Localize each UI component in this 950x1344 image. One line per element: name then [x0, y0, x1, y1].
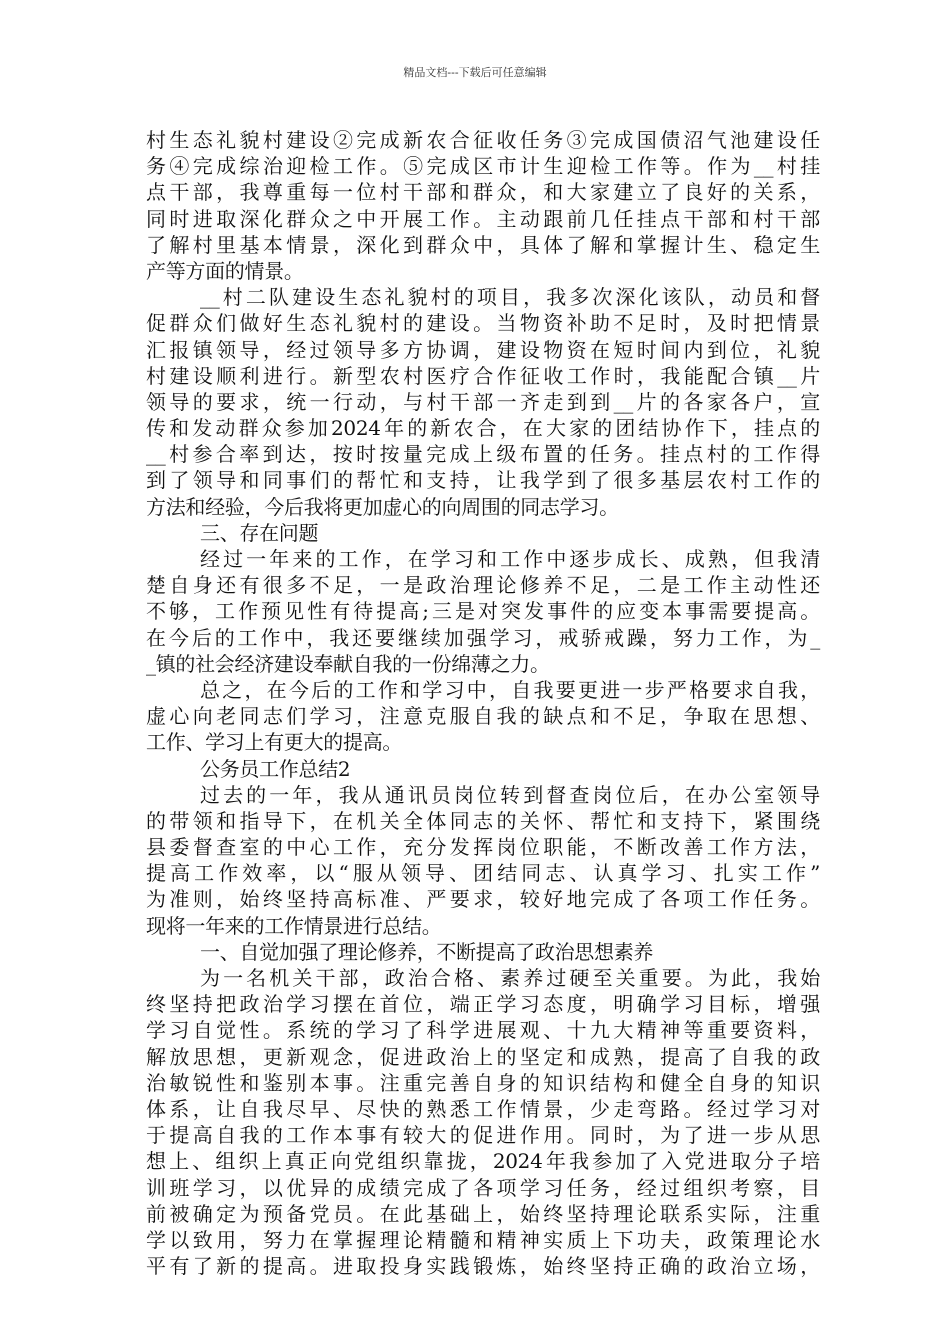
text-line: 工作、学习上有更大的提高。	[146, 730, 403, 755]
text-line: 村生态礼貌村建设②完成新农合征收任务③完成国债沼气池建设任	[146, 128, 820, 152]
text-line: 村建设顺利进行。新型农村医疗合作征收工作时，我能配合镇__片	[146, 363, 820, 388]
text-line: 终坚持把政治学习摆在首位，端正学习态度，明确学习目标，增强	[146, 992, 820, 1017]
text-line: __村参合率到达，按时按量完成上级布置的任务。挂点村的工作得	[146, 442, 820, 467]
text-line: 经过一年来的工作，在学习和工作中逐步成长、成熟，但我清	[200, 547, 820, 571]
text-line: 解放思想，更新观念，促进政治上的坚定和成熟，提高了自我的政	[146, 1044, 820, 1069]
text-line: 三、存在问题	[200, 520, 319, 545]
text-line: 方法和经验，今后我将更加虚心的向周围的同志学习。	[146, 494, 619, 519]
text-line: 县委督查室的中心工作，充分发挥岗位职能，不断改善工作方法，	[146, 835, 820, 860]
text-line: 了解村里基本情景，深化到群众中，具体了解和掌握计生、稳定生	[146, 232, 820, 257]
text-line: 学以致用，努力在掌握理论精髓和精神实质上下功夫，政策理论水	[146, 1227, 820, 1252]
text-line: 楚自身还有很多不足，一是政治理论修养不足，二是工作主动性还	[146, 573, 820, 598]
text-line: __村二队建设生态礼貌村的项目，我多次深化该队，动员和督	[200, 285, 820, 310]
text-line: 公务员工作总结2	[200, 756, 351, 781]
text-line: 领导的要求，统一行动，与村干部一齐走到到__片的各家各户，宣	[146, 389, 820, 414]
text-line: 到了领导和同事们的帮忙和支持，让我学到了很多基层农村工作的	[146, 468, 820, 493]
text-line: 一、自觉加强了理论修养，不断提高了政治思想素养	[200, 939, 654, 964]
page-header: 精品文档---下载后可任意编辑	[403, 66, 547, 79]
text-line: 提高工作效率，以“服从领导、团结同志、认真学习、扎实工作”	[146, 861, 820, 886]
text-line: 治敏锐性和鉴别本事。注重完善自身的知识结构和健全自身的知识	[146, 1070, 820, 1095]
text-line: 体系，让自我尽早、尽快的熟悉工作情景，少走弯路。经过学习对	[146, 1096, 820, 1121]
text-line: 传和发动群众参加2024年的新农合，在大家的团结协作下，挂点的	[146, 416, 820, 441]
text-line: 虚心向老同志们学习，注意克服自我的缺点和不足，争取在思想、	[146, 704, 820, 729]
text-line: 促群众们做好生态礼貌村的建设。当物资补助不足时，及时把情景	[146, 311, 820, 336]
text-line: 点干部，我尊重每一位村干部和群众，和大家建立了良好的关系，	[146, 180, 820, 205]
text-line: 过去的一年，我从通讯员岗位转到督查岗位后，在办公室领导	[200, 782, 820, 807]
text-line: 为准则，始终坚持高标准、严要求，较好地完成了各项工作任务。	[146, 887, 820, 912]
text-line: 平有了新的提高。进取投身实践锻炼，始终坚持正确的政治立场，	[146, 1254, 820, 1279]
text-line: 于提高自我的工作本事有较大的促进作用。同时，为了进一步从思	[146, 1123, 820, 1148]
text-line: 为一名机关干部，政治合格、素养过硬至关重要。为此，我始	[200, 966, 820, 990]
text-line: 的带领和指导下，在机关全体同志的关怀、帮忙和支持下，紧围绕	[146, 808, 820, 833]
text-line: 训班学习，以优异的成绩完成了各项学习任务，经过组织考察，目	[146, 1175, 820, 1200]
text-line: 总之，在今后的工作和学习中，自我要更进一步严格要求自我，	[200, 677, 820, 702]
text-line: 想上、组织上真正向党组织靠拢，2024年我参加了入党进取分子培	[146, 1149, 820, 1174]
text-line: 务④完成综治迎检工作。⑤完成区市计生迎检工作等。作为__村挂	[146, 154, 820, 179]
text-line: 不够，工作预见性有待提高;三是对突发事件的应变本事需要提高。	[146, 599, 820, 624]
text-line: 学习自觉性。系统的学习了科学进展观、十九大精神等重要资料，	[146, 1018, 820, 1043]
text-line: 现将一年来的工作情景进行总结。	[146, 913, 442, 938]
document-body	[146, 127, 820, 1279]
text-line: 产等方面的情景。	[146, 258, 304, 283]
text-line: 汇报镇领导，经过领导多方协调，建设物资在短时间内到位，礼貌	[146, 337, 820, 362]
text-line: 前被确定为预备党员。在此基础上，始终坚持理论联系实际，注重	[146, 1201, 820, 1226]
text-line: 同时进取深化群众之中开展工作。主动跟前几任挂点干部和村干部	[146, 206, 820, 231]
text-line: 在今后的工作中，我还要继续加强学习，戒骄戒躁，努力工作，为_	[146, 625, 820, 650]
text-line: _镇的社会经济建设奉献自我的一份绵薄之力。	[146, 651, 550, 676]
